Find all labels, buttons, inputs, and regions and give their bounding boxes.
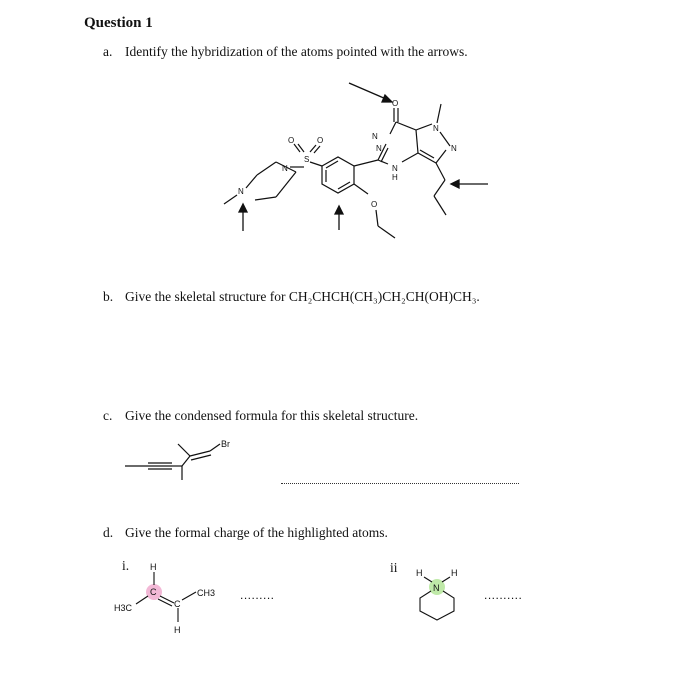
part-d-label: d. xyxy=(103,525,114,540)
piperidinium-ring xyxy=(420,591,454,620)
bond xyxy=(424,577,432,582)
atom-n2: N xyxy=(433,124,439,133)
answer-blank-d-ii[interactable]: .......... xyxy=(484,588,523,602)
part-b-label: b. xyxy=(103,289,114,304)
atom-nh-h: H xyxy=(392,173,398,182)
atom-c-highlight: C xyxy=(150,587,157,597)
atom-o2: O xyxy=(317,136,324,145)
question-title: Question 1 xyxy=(84,15,153,31)
answer-blank-d-i[interactable]: ......... xyxy=(240,588,275,602)
part-c-text: Give the condensed formula for this skeletal structure. xyxy=(125,408,419,423)
atom-h-top: H xyxy=(150,562,157,572)
atom-ch3: CH3 xyxy=(197,588,216,598)
part-b-text: Give the skeletal structure for xyxy=(125,289,289,304)
atom-n4: N xyxy=(376,144,382,153)
part-d-i-label: i. xyxy=(122,558,130,573)
part-a-label: a. xyxy=(103,44,113,59)
atom-o1: O xyxy=(288,136,295,145)
atom-pip-n2: N xyxy=(238,187,244,196)
part-c-label: c. xyxy=(103,408,113,423)
part-d-ii-label: ii xyxy=(390,560,398,575)
atom-s: S xyxy=(304,155,310,164)
atom-h-left: H xyxy=(416,568,423,578)
atom-ether-o: O xyxy=(371,200,378,209)
bond xyxy=(442,577,450,582)
part-b-formula: CH₂CHCH(CH₃)CH₂CH(OH)CH₃. xyxy=(288,289,480,304)
atom-pip-n1: N xyxy=(282,164,288,173)
atom-n1: N xyxy=(372,132,378,141)
atom-n3: N xyxy=(451,144,457,153)
atom-h-bottom: H xyxy=(174,625,181,635)
br-label: Br xyxy=(221,439,230,449)
atom-h-right: H xyxy=(451,568,458,578)
part-d-text: Give the formal charge of the highlighted atoms. xyxy=(125,525,388,540)
atom-n-highlight: N xyxy=(433,583,440,593)
atom-c-right: C xyxy=(174,599,181,609)
part-a-text: Identify the hybridization of the atoms pointed with the arrows. xyxy=(125,44,468,59)
atom-o-ketone: O xyxy=(392,99,399,108)
atom-h3c: H3C xyxy=(114,603,133,613)
atom-nh-n: N xyxy=(392,164,398,173)
